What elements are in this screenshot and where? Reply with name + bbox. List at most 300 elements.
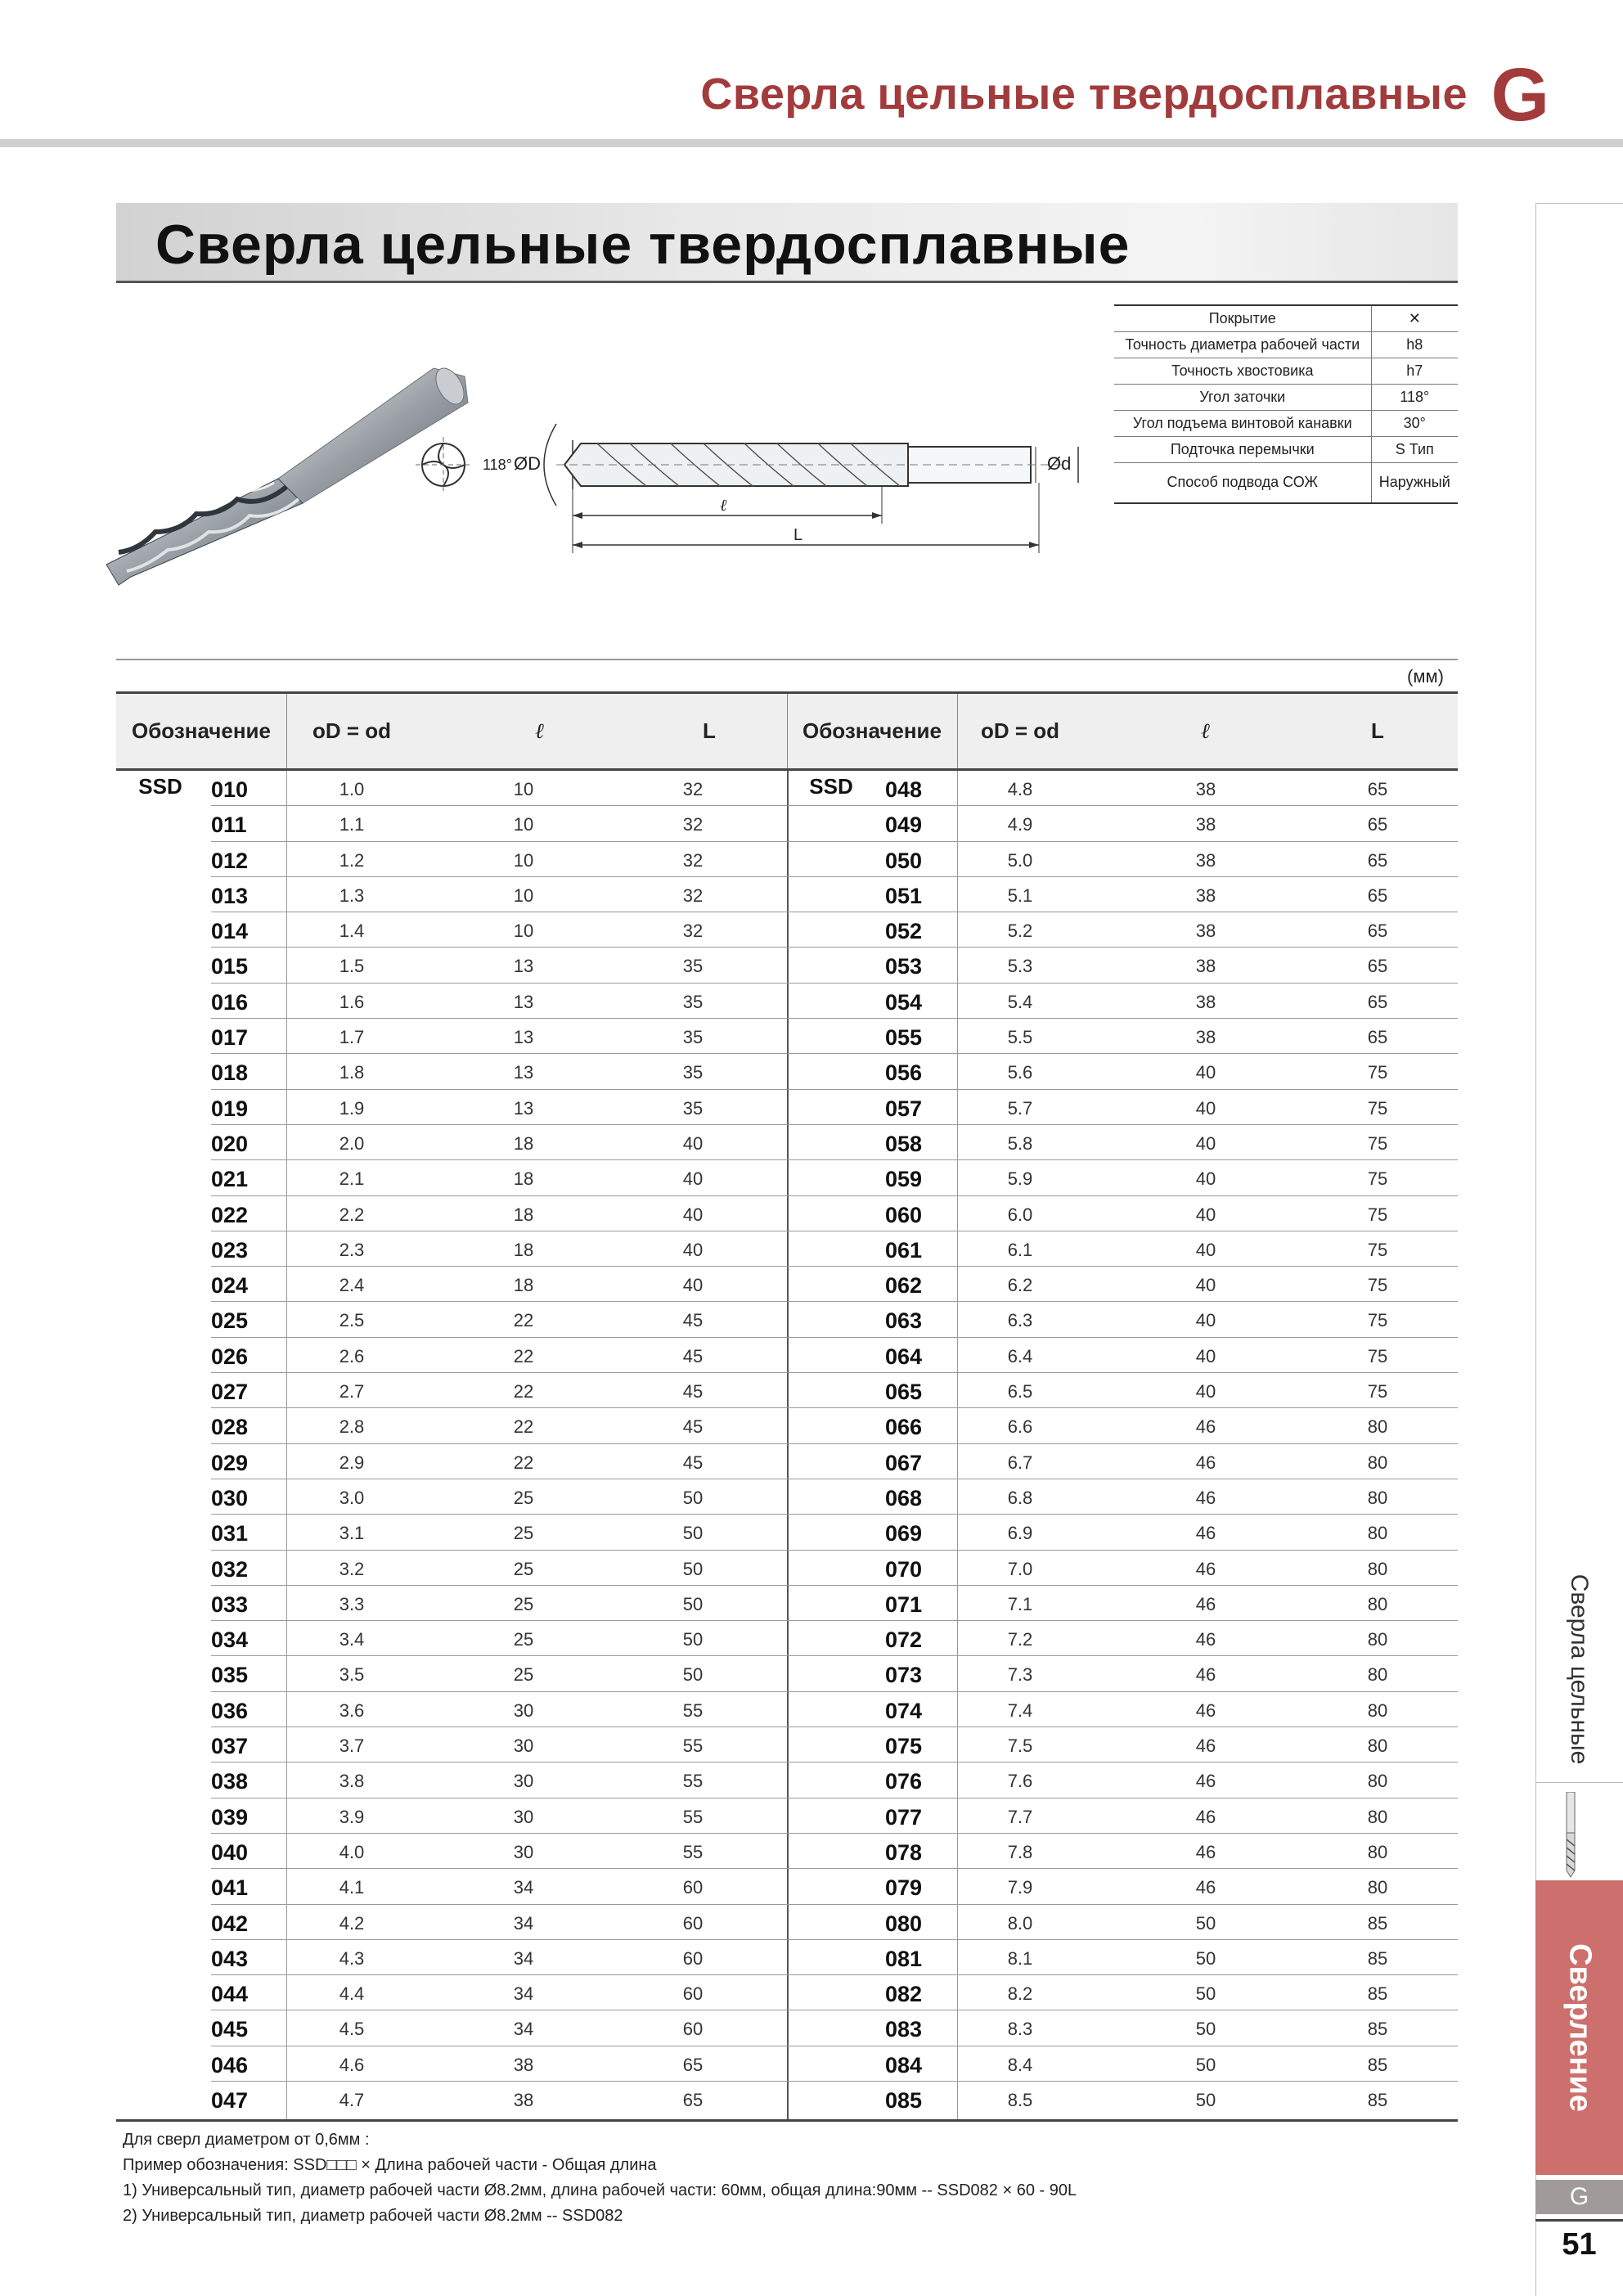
- table-row: [116, 842, 787, 877]
- sidebar-category-label: Сверление: [1562, 1943, 1597, 2112]
- dia-D-label: ØD: [514, 453, 541, 474]
- table-row: [116, 1125, 787, 1160]
- diameter-value: 2.0: [339, 1132, 365, 1154]
- diameter-value: 7.1: [1007, 1593, 1033, 1614]
- flute-length-value: 38: [1195, 991, 1216, 1012]
- designation-code: 049: [885, 813, 923, 838]
- diameter-value: 8.0: [1007, 1912, 1033, 1934]
- overall-length-value: 85: [1367, 1912, 1388, 1934]
- diameter-value: 5.9: [1007, 1168, 1033, 1190]
- table-row: [787, 2082, 1458, 2117]
- table-row: [116, 1338, 787, 1373]
- designation-code: 019: [211, 1096, 249, 1121]
- table-header: [116, 691, 1458, 771]
- designation-code: 054: [885, 989, 923, 1015]
- designation-code: 014: [211, 919, 249, 944]
- designation-code: 026: [211, 1344, 249, 1369]
- designation-code: 018: [211, 1060, 249, 1086]
- table-row: [116, 1656, 787, 1691]
- diameter-value: 5.7: [1007, 1097, 1033, 1119]
- overall-length-value: 80: [1367, 1629, 1388, 1650]
- diameter-value: 5.5: [1007, 1027, 1033, 1048]
- designation-code: 073: [885, 1663, 923, 1688]
- overall-length-value: 80: [1367, 1558, 1388, 1579]
- overall-length-value: 32: [682, 814, 704, 835]
- diameter-value: 2.7: [339, 1381, 365, 1402]
- overall-length-value: 85: [1367, 2089, 1388, 2110]
- sidebar-page-line: [1535, 2219, 1623, 2222]
- diameter-value: 1.1: [339, 814, 365, 835]
- overall-length-value: 60: [682, 1912, 704, 1934]
- spec-value: S Тип: [1371, 436, 1458, 462]
- designation-code: 053: [885, 954, 923, 979]
- diameter-value: 7.5: [1007, 1736, 1033, 1757]
- diameter-value: 7.9: [1007, 1877, 1033, 1898]
- flute-length-value: 13: [513, 1027, 534, 1048]
- flute-length-value: 10: [513, 885, 534, 906]
- table-row: [787, 948, 1458, 983]
- overall-length-value: 55: [682, 1841, 704, 1862]
- designation-column-divider-left: [286, 771, 287, 2119]
- flute-length-value: 25: [513, 1664, 534, 1686]
- flute-length-value: 22: [513, 1416, 534, 1438]
- diameter-value: 4.1: [339, 1877, 365, 1898]
- designation-code: 041: [211, 1875, 249, 1901]
- overall-length-value: 45: [682, 1345, 704, 1366]
- table-row: [116, 1479, 787, 1515]
- flute-length-value: 46: [1195, 1523, 1216, 1544]
- flute-length-value: 50: [1195, 2019, 1216, 2040]
- diameter-value: 5.2: [1007, 921, 1033, 942]
- designation-code: 076: [885, 1769, 923, 1794]
- designation-code: 058: [885, 1131, 923, 1156]
- diameter-value: 5.8: [1007, 1132, 1033, 1154]
- table-row: [116, 1727, 787, 1763]
- flute-length-value: 40: [1195, 1204, 1216, 1225]
- table-row: [787, 1408, 1458, 1443]
- designation-code: 013: [211, 883, 249, 908]
- flute-length-value: 30: [513, 1841, 534, 1862]
- flute-length-value: 46: [1195, 1841, 1216, 1862]
- table-row: [787, 1125, 1458, 1160]
- note-line: 2) Универсальный тип, диаметр рабочей части Ø8.2мм -- SSD082: [123, 2207, 623, 2225]
- header-diameter-right: oD = od: [980, 718, 1060, 743]
- table-row: [787, 2046, 1458, 2082]
- overall-length-value: 45: [682, 1452, 704, 1473]
- flute-length-value: 40: [1195, 1062, 1216, 1083]
- diameter-value: 6.8: [1007, 1487, 1033, 1508]
- flute-length-value: 10: [513, 849, 534, 871]
- overall-length-value: 35: [682, 1027, 704, 1048]
- designation-prefix: SSD: [809, 774, 853, 799]
- overall-length-value: 35: [682, 991, 704, 1012]
- table-row: [787, 1444, 1458, 1479]
- overall-length-value: 35: [682, 956, 704, 977]
- spec-value: 118°: [1371, 384, 1458, 410]
- table-row: [787, 1656, 1458, 1691]
- table-row: [787, 912, 1458, 948]
- overall-length-value: 65: [1367, 849, 1388, 871]
- diameter-value: 5.1: [1007, 885, 1033, 906]
- flute-length-value: 13: [513, 991, 534, 1012]
- table-top-rule: [116, 659, 1458, 660]
- table-row: [116, 1586, 787, 1621]
- diameter-value: 8.5: [1007, 2089, 1033, 2110]
- table-row: [116, 1196, 787, 1231]
- diameter-value: 6.9: [1007, 1523, 1033, 1544]
- overall-length-value: 50: [682, 1487, 704, 1508]
- flute-length-value: 30: [513, 1806, 534, 1827]
- spec-row: [1114, 384, 1458, 410]
- flute-length-value: 50: [1195, 1983, 1216, 2005]
- diameter-value: 7.0: [1007, 1558, 1033, 1579]
- spec-label: Точность хвостовика: [1114, 358, 1371, 384]
- flute-length-value: 46: [1195, 1452, 1216, 1473]
- diameter-value: 3.0: [339, 1487, 365, 1508]
- flute-length-value: 34: [513, 1983, 534, 2005]
- diameter-value: 4.7: [339, 2089, 365, 2110]
- spec-label: Подточка перемычки: [1114, 436, 1371, 462]
- flute-length-value: 22: [513, 1452, 534, 1473]
- flute-length-value: 50: [1195, 2089, 1216, 2110]
- overall-length-value: 65: [1367, 956, 1388, 977]
- flute-length-value: 18: [513, 1132, 534, 1154]
- diameter-value: 4.8: [1007, 779, 1033, 799]
- flute-length-value: 40: [1195, 1381, 1216, 1402]
- designation-code: 047: [211, 2087, 249, 2113]
- flute-length-value: 40: [1195, 1239, 1216, 1260]
- table-row: [116, 1373, 787, 1408]
- flute-length-value: 38: [1195, 921, 1216, 942]
- designation-code: 061: [885, 1237, 923, 1263]
- table-row: [787, 1054, 1458, 1089]
- designation-column-divider-right: [957, 771, 958, 2119]
- diameter-value: 1.0: [339, 779, 365, 799]
- flute-length-value: 30: [513, 1771, 534, 1792]
- overall-length-value: 50: [682, 1593, 704, 1614]
- overall-length-value: 50: [682, 1664, 704, 1686]
- flute-length-value: 13: [513, 1062, 534, 1083]
- designation-code: 066: [885, 1415, 923, 1440]
- overall-length-value: 65: [682, 2054, 704, 2075]
- flute-length-value: 40: [1195, 1275, 1216, 1296]
- overall-length-value: 40: [682, 1204, 704, 1225]
- overall-length-value: 65: [1367, 1027, 1388, 1048]
- designation-code: 035: [211, 1663, 249, 1688]
- designation-code: 042: [211, 1911, 249, 1936]
- flute-length-value: 30: [513, 1699, 534, 1721]
- flute-length-value: 38: [1195, 849, 1216, 871]
- overall-length-value: 60: [682, 1877, 704, 1898]
- designation-code: 045: [211, 2017, 249, 2042]
- table-row: [116, 2010, 787, 2046]
- spec-label: Способ подвода СОЖ: [1114, 462, 1371, 503]
- designation-code: 083: [885, 2017, 923, 2042]
- overall-length-value: 80: [1367, 1523, 1388, 1544]
- flute-length-value: 50: [1195, 1912, 1216, 1934]
- overall-length-value: 75: [1367, 1345, 1388, 1366]
- designation-code: 024: [211, 1273, 249, 1299]
- note-line: Пример обозначения: SSD□□□ × Длина рабочей части - Общая длина: [123, 2156, 657, 2174]
- table-row: [116, 1905, 787, 1940]
- diameter-value: 7.7: [1007, 1806, 1033, 1827]
- overall-length-value: 85: [1367, 1983, 1388, 2005]
- designation-code: 032: [211, 1556, 249, 1582]
- overall-length-value: 55: [682, 1699, 704, 1721]
- overall-length-value: 45: [682, 1381, 704, 1402]
- table-row: [787, 1515, 1458, 1550]
- table-row: [787, 1090, 1458, 1125]
- designation-code: 034: [211, 1627, 249, 1653]
- table-row: [116, 806, 787, 841]
- overall-length-value: 65: [1367, 814, 1388, 835]
- overall-length-value: 45: [682, 1416, 704, 1438]
- designation-code: 081: [885, 1946, 923, 1971]
- table-row: [116, 1975, 787, 2010]
- diameter-value: 7.8: [1007, 1841, 1033, 1862]
- spec-label: Угол подъема винтовой канавки: [1114, 410, 1371, 436]
- designation-code: 080: [885, 1911, 923, 1936]
- table-row: [787, 1231, 1458, 1267]
- flute-length-value: 34: [513, 1877, 534, 1898]
- overall-length-value: 32: [682, 779, 704, 799]
- diameter-value: 8.1: [1007, 1947, 1033, 1969]
- designation-code: 057: [885, 1096, 923, 1121]
- diameter-value: 5.0: [1007, 849, 1033, 871]
- flute-length-value: 22: [513, 1310, 534, 1331]
- diameter-value: 3.8: [339, 1771, 365, 1792]
- angle-label: 118°: [483, 457, 512, 473]
- flute-length-value: 38: [1195, 779, 1216, 799]
- flute-length-value: 18: [513, 1168, 534, 1190]
- header-l-left: ℓ: [535, 719, 545, 743]
- overall-length-value: 32: [682, 885, 704, 906]
- diameter-value: 2.9: [339, 1452, 365, 1473]
- designation-code: 030: [211, 1485, 249, 1510]
- designation-code: 069: [885, 1521, 923, 1546]
- diameter-value: 2.3: [339, 1239, 365, 1260]
- diameter-value: 1.3: [339, 885, 365, 906]
- table-row: [787, 2010, 1458, 2046]
- len-L-label: L: [794, 526, 803, 544]
- diameter-value: 6.0: [1007, 1204, 1033, 1225]
- flute-length-value: 38: [513, 2089, 534, 2110]
- flute-length-value: 38: [513, 2054, 534, 2075]
- overall-length-value: 80: [1367, 1806, 1388, 1827]
- table-row: [116, 948, 787, 983]
- designation-code: 084: [885, 2052, 923, 2078]
- table-row: [116, 1408, 787, 1443]
- table-row: [787, 771, 1458, 806]
- designation-code: 037: [211, 1734, 249, 1759]
- diameter-value: 6.6: [1007, 1416, 1033, 1438]
- sidebar-section-label: Сверла цельные: [1566, 1573, 1593, 1765]
- overall-length-value: 65: [682, 2089, 704, 2110]
- diameter-value: 1.6: [339, 991, 365, 1012]
- diameter-value: 3.1: [339, 1523, 365, 1544]
- spec-label: Точность диаметра рабочей части: [1114, 331, 1371, 358]
- overall-length-value: 32: [682, 921, 704, 942]
- overall-length-value: 65: [1367, 885, 1388, 906]
- table-row: [116, 1267, 787, 1302]
- table-row: [787, 1551, 1458, 1586]
- diameter-value: 4.3: [339, 1947, 365, 1969]
- flute-length-value: 40: [1195, 1345, 1216, 1366]
- designation-code: 074: [885, 1698, 923, 1723]
- overall-length-value: 60: [682, 1983, 704, 2005]
- flute-length-value: 30: [513, 1736, 534, 1757]
- diameter-value: 6.5: [1007, 1381, 1033, 1402]
- sidebar-mid-line: [1535, 1782, 1623, 1783]
- diameter-value: 2.6: [339, 1345, 365, 1366]
- designation-code: 055: [885, 1025, 923, 1051]
- diameter-value: 4.4: [339, 1983, 365, 2005]
- spec-value: h8: [1371, 331, 1458, 358]
- designation-code: 085: [885, 2087, 923, 2113]
- designation-code: 072: [885, 1627, 923, 1653]
- diameter-value: 1.9: [339, 1097, 365, 1119]
- header-designation-right: Обозначение: [803, 718, 942, 743]
- table-row: [787, 1692, 1458, 1727]
- overall-length-value: 65: [1367, 779, 1388, 799]
- overall-length-value: 60: [682, 1947, 704, 1969]
- diameter-value: 3.6: [339, 1699, 365, 1721]
- table-row: [116, 1869, 787, 1904]
- diameter-value: 7.2: [1007, 1629, 1033, 1650]
- section-banner: [116, 203, 1458, 283]
- table-row: [116, 1692, 787, 1727]
- overall-length-value: 50: [682, 1523, 704, 1544]
- overall-length-value: 75: [1367, 1275, 1388, 1296]
- flute-length-value: 40: [1195, 1132, 1216, 1154]
- table-rows-left: [116, 771, 787, 2117]
- table-row: [787, 1940, 1458, 1975]
- header-L-left: L: [703, 718, 716, 743]
- table-row: [116, 1054, 787, 1089]
- designation-code: 029: [211, 1450, 249, 1475]
- flute-length-value: 50: [1195, 2054, 1216, 2075]
- designation-code: 022: [211, 1202, 249, 1227]
- designation-code: 011: [211, 813, 247, 838]
- designation-code: 039: [211, 1804, 249, 1830]
- sidebar-drill-icon: [1561, 1792, 1580, 1877]
- spec-row: [1114, 462, 1458, 503]
- diameter-value: 5.6: [1007, 1062, 1033, 1083]
- designation-code: 065: [885, 1380, 923, 1405]
- overall-length-value: 40: [682, 1168, 704, 1190]
- overall-length-value: 40: [682, 1132, 704, 1154]
- designation-code: 051: [885, 883, 923, 908]
- table-row: [787, 1586, 1458, 1621]
- sidebar-top-line: [1535, 203, 1623, 204]
- spec-value: h7: [1371, 358, 1458, 384]
- designation-code: 048: [885, 777, 923, 802]
- sidebar-category-tab: [1535, 1880, 1623, 2175]
- table-row: [116, 1231, 787, 1267]
- designation-code: 082: [885, 1982, 923, 2007]
- overall-length-value: 75: [1367, 1097, 1388, 1119]
- table-row: [116, 771, 787, 806]
- designation-code: 021: [211, 1167, 249, 1192]
- table-row: [116, 1444, 787, 1479]
- diameter-value: 3.3: [339, 1593, 365, 1614]
- table-row: [116, 912, 787, 948]
- overall-length-value: 75: [1367, 1168, 1388, 1190]
- diameter-value: 4.5: [339, 2019, 365, 2040]
- overall-length-value: 80: [1367, 1593, 1388, 1614]
- designation-code: 067: [885, 1450, 923, 1475]
- spec-row: [1114, 305, 1458, 331]
- diameter-value: 4.9: [1007, 814, 1033, 835]
- table-row: [787, 1196, 1458, 1231]
- flute-length-value: 40: [1195, 1310, 1216, 1331]
- overall-length-value: 55: [682, 1806, 704, 1827]
- overall-length-value: 80: [1367, 1699, 1388, 1721]
- designation-code: 060: [885, 1202, 923, 1227]
- designation-code: 079: [885, 1875, 923, 1901]
- flute-length-value: 22: [513, 1345, 534, 1366]
- designation-code: 020: [211, 1131, 249, 1156]
- designation-code: 075: [885, 1734, 923, 1759]
- flute-length-value: 10: [513, 921, 534, 942]
- flute-length-value: 46: [1195, 1699, 1216, 1721]
- note-line: Для сверл диаметром от 0,6мм :: [123, 2131, 370, 2149]
- spec-value: ✕: [1371, 305, 1458, 331]
- table-row: [116, 1515, 787, 1550]
- table-row: [787, 1869, 1458, 1904]
- flute-length-value: 50: [1195, 1947, 1216, 1969]
- table-row: [787, 1479, 1458, 1515]
- overall-length-value: 35: [682, 1062, 704, 1083]
- flute-length-value: 34: [513, 2019, 534, 2040]
- diameter-value: 4.0: [339, 1841, 365, 1862]
- designation-code: 063: [885, 1308, 923, 1334]
- table-row: [787, 877, 1458, 912]
- diameter-value: 3.7: [339, 1736, 365, 1757]
- designation-code: 040: [211, 1839, 249, 1865]
- table-row: [116, 1090, 787, 1125]
- spec-value: 30°: [1371, 410, 1458, 436]
- table-row: [116, 2082, 787, 2117]
- diameter-value: 2.2: [339, 1204, 365, 1225]
- table-row: [787, 1975, 1458, 2010]
- flute-length-value: 22: [513, 1381, 534, 1402]
- table-row: [116, 984, 787, 1019]
- designation-code: 046: [211, 2052, 249, 2078]
- flute-length-value: 46: [1195, 1664, 1216, 1686]
- designation-code: 068: [885, 1485, 923, 1510]
- designation-code: 078: [885, 1839, 923, 1865]
- spec-label: Покрытие: [1114, 305, 1371, 331]
- diameter-value: 6.4: [1007, 1345, 1033, 1366]
- designation-code: 062: [885, 1273, 923, 1299]
- designation-code: 025: [211, 1308, 249, 1334]
- overall-length-value: 75: [1367, 1204, 1388, 1225]
- header-L-right: L: [1371, 718, 1384, 743]
- flute-length-value: 25: [513, 1629, 534, 1650]
- spec-row: [1114, 410, 1458, 436]
- table-row: [116, 1799, 787, 1834]
- diameter-value: 1.2: [339, 849, 365, 871]
- spec-row: [1114, 436, 1458, 462]
- flute-length-value: 46: [1195, 1806, 1216, 1827]
- spec-table: [1114, 304, 1458, 504]
- flute-length-value: 40: [1195, 1097, 1216, 1119]
- diameter-value: 2.4: [339, 1275, 365, 1296]
- table-row: [116, 2046, 787, 2082]
- flute-length-value: 46: [1195, 1558, 1216, 1579]
- designation-code: 027: [211, 1380, 249, 1405]
